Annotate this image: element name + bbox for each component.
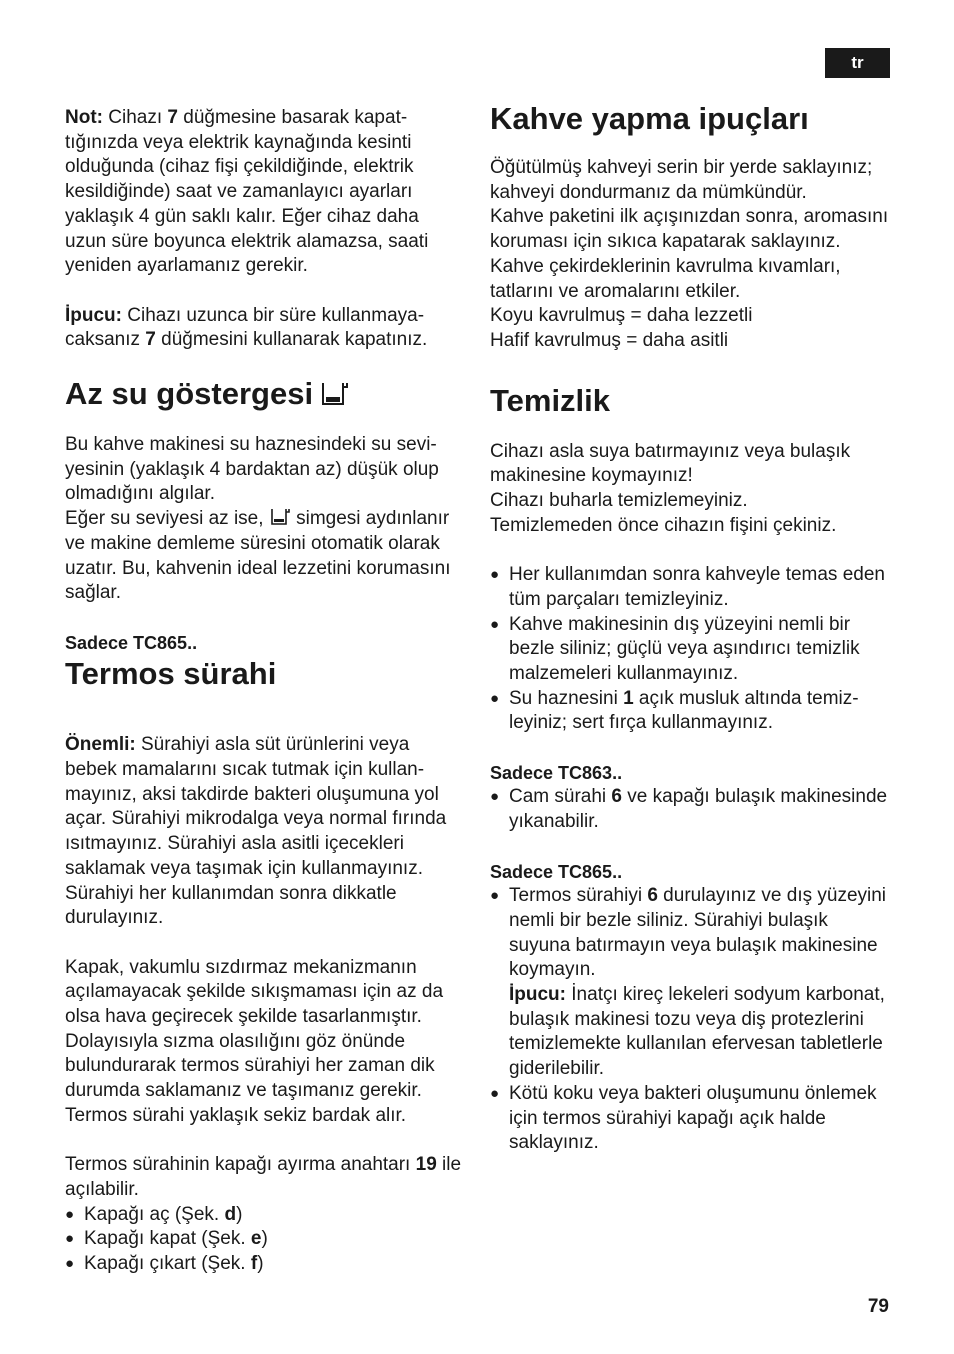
part-number: 6: [611, 786, 622, 808]
list-item-text: Cam sürahi: [509, 786, 612, 808]
list-item-text: Kapağı kapat (Şek.: [84, 1228, 251, 1250]
list-item-text-cont: ve kapağı bulaşık makinesinde yıkanabilir.: [509, 786, 888, 833]
important-paragraph: [65, 733, 465, 931]
tip-label: İpucu:: [65, 304, 122, 326]
low-water-icon: [269, 507, 291, 527]
button-number: 7: [167, 107, 178, 128]
figure-ref: e: [250, 1228, 262, 1250]
tc863-list: [490, 785, 890, 834]
lid-steps-list: [65, 1203, 465, 1277]
button-number: 7: [145, 329, 156, 351]
language-tag: tr: [825, 48, 890, 78]
figure-ref: f: [250, 1253, 258, 1275]
tips-light-roast: Hafif kavrulmuş = daha asitli: [490, 329, 729, 351]
list-item: ● Kahve makinesinin dış yüzeyini nemli bir bezle siliniz; güçlü veya aşındırıcı temizlik malzemeleri kullanmayınız.: [490, 613, 890, 687]
part-number: 1: [623, 687, 634, 709]
tips-paragraph-2: Kahve paketini ilk açışınızdan sonra, aromasını koruması için sıkıca kapatarak saklayınız.: [490, 206, 889, 253]
cleaning-list: [490, 563, 890, 736]
thermos-heading: Termos sürahi: [65, 656, 277, 692]
switch-number: 19: [415, 1154, 437, 1176]
note-paragraph: [65, 106, 465, 279]
cleaning-heading: Temizlik: [490, 382, 611, 418]
list-item-text-cont: açık musluk altında temizleyiniz; sert fırça kullanmayınız.: [509, 687, 859, 734]
tips-paragraph-1: Öğütülmüş kahveyi serin bir yerde saklayınız; kahveyi dondurmanız da mümkündür.: [490, 157, 873, 203]
tip-text: İnatçı kireç lekeleri sodyum karbonat, bulaşık makinesi tozu veya diş protezlerini temizlemekte kullanılan efervesan tabletlerle giderilebilir.: [509, 984, 885, 1080]
tip-paragraph: [65, 304, 465, 353]
note-text-cont: düğmesine basarak kapattığınızda veya elektrik kaynağında kesinti olduğunda (cihaz fişi çekildiğinde, elektrik kesildiğinde) saat ve zamanlayıcı ayarları yaklaşık 4 gün saklı kalır. Eğer cihaz daha uzun süre boyunca elektrik alamazsa, saati yeniden ayarlamanız gerekir.: [65, 107, 429, 277]
switch-paragraph: [65, 1153, 465, 1202]
water-paragraph-1: Bu kahve makinesi su haznesindeki su seviyesinin (yaklaşık 4 bardaktan az) düşük olup olmadığını algılar.: [65, 434, 439, 505]
list-item: [490, 884, 890, 1082]
list-item-text: Su haznesini: [509, 687, 624, 709]
water-text: Eğer su seviyesi az ise,: [65, 508, 269, 530]
list-item-text: Kapağı aç (Şek.: [84, 1203, 225, 1225]
tip-label: İpucu:: [509, 984, 566, 1006]
cleaning-paragraph-3: Temizlemeden önce cihazın fişini çekiniz.: [490, 514, 837, 536]
list-item-text-cont: durulayınız ve dış yüzeyini nemli bir bezle siliniz. Sürahiyi bulaşık suyuna batırmayın veya bulaşık makinesine koymayın.: [509, 885, 887, 981]
switch-text: Termos sürahinin kapağı ayırma anahtarı: [65, 1154, 416, 1176]
important-label: Önemli:: [65, 734, 136, 756]
lid-paragraph: Kapak, vakumlu sızdırmaz mekanizmanın açılamayacak şekilde sıkışmaması için az da olsa hava geçirecek şekilde tasarlanmıştır. Dolayısıyla sızma olasılığını göz önünde bulundurarak termos sürahiyi her zaman dik durumda saklamanız ve taşımanız gerekir. Termos sürahi yaklaşık sekiz bardak alır.: [65, 956, 444, 1126]
tips-paragraph-3: Kahve çekirdeklerinin kavrulma kıvamları, tatlarını ve aromalarını etkiler.: [490, 255, 841, 302]
list-item: [65, 1203, 465, 1228]
right-column: [490, 101, 890, 1156]
low-water-icon: [317, 380, 351, 408]
tip-text: Cihazı uzunca bir süre kullanmayacaksanız: [65, 304, 425, 351]
figure-ref: d: [224, 1203, 237, 1225]
model-label: Sadece TC863..: [490, 762, 623, 783]
list-item: [490, 687, 890, 736]
page-number: 79: [867, 1296, 889, 1317]
list-item-end: ): [236, 1203, 243, 1225]
tips-heading: Kahve yapma ipuçları: [490, 101, 809, 136]
tips-dark-roast: Koyu kavrulmuş = daha lezzetli: [490, 305, 753, 327]
tc865-list: [490, 884, 890, 1156]
switch-text-cont: ile açılabilir.: [65, 1154, 462, 1200]
part-number: 6: [647, 885, 658, 907]
list-item-text: Termos sürahiyi: [509, 885, 648, 907]
cleaning-paragraph-1: Cihazı asla suya batırmayınız veya bulaşık makinesine koymayınız!: [490, 440, 851, 487]
list-item: [490, 785, 890, 834]
list-item: ● Her kullanımdan sonra kahveyle temas eden tüm parçaları temizleyiniz.: [490, 563, 890, 612]
note-text: Cihazı: [102, 107, 168, 128]
list-item-end: ): [261, 1228, 268, 1250]
model-label: Sadece TC865..: [65, 632, 198, 653]
water-paragraph-2: [65, 507, 465, 606]
list-item-text: Kapağı çıkart (Şek.: [84, 1253, 251, 1275]
list-item: [65, 1227, 465, 1252]
tip-text-cont: düğmesini kullanarak kapatınız.: [155, 329, 428, 351]
note-label: Not:: [65, 107, 103, 128]
model-label: Sadece TC865..: [490, 861, 623, 882]
left-column: [65, 106, 465, 1277]
list-item: [65, 1252, 465, 1277]
list-item-end: ): [257, 1253, 264, 1275]
list-item: ● Kötü koku veya bakteri oluşumunu önlemek için termos sürahiyi kapağı açık halde saklayınız.: [490, 1082, 890, 1156]
water-indicator-heading: [65, 375, 465, 413]
water-text-cont: simgesi aydınlanır ve makine demleme süresini otomatik olarak uzatır. Bu, kahvenin ideal lezzetini korumasını sağlar.: [65, 508, 451, 604]
important-text: Sürahiyi asla süt ürünlerini veya bebek mamalarını sıcak tutmak için kullanmayınız, aksi takdirde bakteri oluşumuna yol açar. Sürahiyi mikrodalga veya normal fırında ısıtmayınız. Sürahiyi asla asitli içecekleri saklamak veya taşımak için kullanmayınız. Sürahiyi her kullanımdan sonra dikkatle durulayınız.: [65, 734, 447, 929]
cleaning-paragraph-2: Cihazı buharla temizlemeyiniz.: [490, 490, 748, 512]
water-indicator-title: Az su göstergesi: [65, 376, 314, 412]
